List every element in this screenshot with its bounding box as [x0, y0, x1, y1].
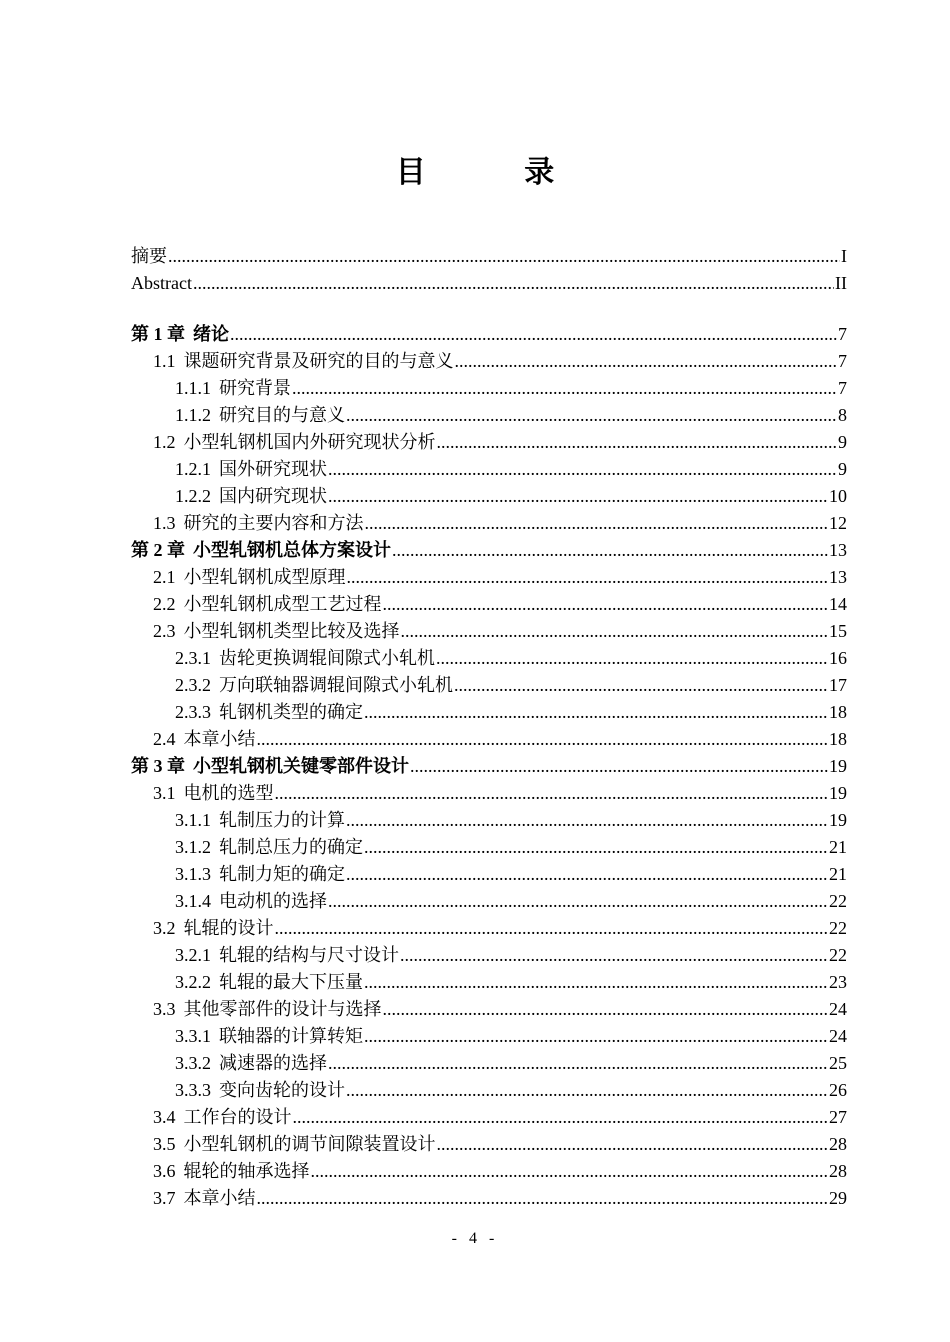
dot-leader [230, 321, 837, 348]
toc-entry-page: 27 [829, 1107, 847, 1127]
dot-leader [383, 591, 829, 618]
toc-entry[interactable] [131, 537, 847, 564]
toc-entry-number: 1.3 [153, 513, 176, 533]
toc-entry-page: 26 [829, 1080, 847, 1100]
toc-entry-number: 2.4 [153, 729, 176, 749]
table-of-contents [131, 243, 847, 1212]
dot-leader [364, 1023, 828, 1050]
toc-entry[interactable] [131, 348, 847, 375]
toc-entry-title: 联轴器的计算转矩 [219, 1026, 363, 1046]
toc-entry-number: 3.4 [153, 1107, 176, 1127]
toc-entry-title: 绪论 [193, 324, 229, 344]
toc-entry-number: 3.3 [153, 999, 176, 1019]
toc-entry[interactable] [131, 1185, 847, 1212]
toc-entry-title: 小型轧钢机国内外研究现状分析 [183, 432, 436, 452]
toc-entry[interactable] [131, 807, 847, 834]
dot-leader [347, 564, 829, 591]
toc-entry-page: II [835, 273, 847, 293]
toc-entry-title: 国内研究现状 [219, 486, 327, 506]
toc-entry-title: 轧辊的结构与尺寸设计 [219, 945, 399, 965]
toc-entry-page: 28 [829, 1161, 847, 1181]
dot-leader [400, 942, 828, 969]
toc-entry-number: 3.3.3 [175, 1080, 211, 1100]
toc-entry-title: 本章小结 [183, 729, 256, 749]
toc-entry[interactable] [131, 618, 847, 645]
toc-entry[interactable] [131, 270, 847, 297]
toc-entry-page: 28 [829, 1134, 847, 1154]
dot-leader [410, 753, 828, 780]
toc-entry-number: 2.3.3 [175, 702, 211, 722]
toc-entry-number: 第 2 章 [131, 540, 185, 560]
dot-leader [437, 429, 838, 456]
toc-entry-title: 国外研究现状 [219, 459, 327, 479]
toc-entry-title: 轧钢机类型的确定 [219, 702, 363, 722]
dot-leader [275, 780, 829, 807]
toc-entry[interactable] [131, 996, 847, 1023]
dot-leader [392, 537, 828, 564]
toc-entry[interactable] [131, 402, 847, 429]
dot-leader [293, 1104, 829, 1131]
toc-entry-title: 小型轧钢机的调节间隙装置设计 [183, 1134, 436, 1154]
toc-entry[interactable] [131, 243, 847, 270]
toc-entry-title: 变向齿轮的设计 [219, 1080, 345, 1100]
toc-entry-number: 2.3.1 [175, 648, 211, 668]
toc-entry-title: 小型轧钢机总体方案设计 [193, 540, 391, 560]
toc-entry-page: 10 [829, 486, 847, 506]
dot-leader [168, 243, 840, 270]
toc-entry-number: 3.2.2 [175, 972, 211, 992]
dot-leader [437, 1131, 829, 1158]
toc-entry-number: 3.6 [153, 1161, 176, 1181]
toc-entry[interactable] [131, 1158, 847, 1185]
dot-leader [328, 888, 828, 915]
dot-leader [364, 699, 828, 726]
toc-entry-page: 25 [829, 1053, 847, 1073]
toc-entry-page: 29 [829, 1188, 847, 1208]
toc-entry-title: 研究目的与意义 [219, 405, 345, 425]
toc-entry-number: 3.1.2 [175, 837, 211, 857]
toc-entry[interactable] [131, 645, 847, 672]
toc-entry-title: 轧辊的设计 [183, 918, 274, 938]
toc-entry-title: 万向联轴器调辊间隙式小轧机 [219, 675, 453, 695]
toc-entry-page: 24 [829, 999, 847, 1019]
toc-entry[interactable] [131, 969, 847, 996]
dot-leader [364, 969, 828, 996]
dot-leader [346, 861, 828, 888]
toc-entry-page: 14 [829, 594, 847, 614]
toc-entry[interactable] [131, 1104, 847, 1131]
toc-entry-number: 3.1.1 [175, 810, 211, 830]
dot-leader [311, 1158, 829, 1185]
dot-leader [275, 915, 829, 942]
toc-entry[interactable] [131, 888, 847, 915]
toc-entry-page: 18 [829, 729, 847, 749]
page-title: 目 录 [395, 155, 599, 190]
toc-entry-number: 1.1.2 [175, 405, 211, 425]
toc-entry-page: 22 [829, 945, 847, 965]
toc-entry-page: 22 [829, 891, 847, 911]
toc-entry-number: 2.2 [153, 594, 176, 614]
toc-entry[interactable] [131, 1131, 847, 1158]
dot-leader [455, 348, 838, 375]
toc-entry-title: 电机的选型 [183, 783, 274, 803]
toc-entry[interactable] [131, 564, 847, 591]
toc-entry-number: 第 3 章 [131, 756, 185, 776]
toc-entry-number: 1.1 [153, 351, 176, 371]
toc-entry-page: 9 [838, 432, 847, 452]
dot-leader [365, 510, 829, 537]
dot-leader [346, 1077, 828, 1104]
toc-entry-page: 24 [829, 1026, 847, 1046]
toc-entry[interactable] [131, 753, 847, 780]
toc-entry-page: 16 [829, 648, 847, 668]
toc-entry-number: 3.3.1 [175, 1026, 211, 1046]
toc-entry-number: 1.2.2 [175, 486, 211, 506]
dot-leader [454, 672, 828, 699]
toc-entry[interactable] [131, 915, 847, 942]
toc-entry-title: 减速器的选择 [219, 1053, 327, 1073]
toc-entry-title: Abstract [131, 273, 192, 293]
toc-entry-page: 8 [838, 405, 847, 425]
dot-leader [346, 807, 828, 834]
toc-entry[interactable] [131, 375, 847, 402]
toc-entry-title: 轧制总压力的确定 [219, 837, 363, 857]
toc-entry[interactable] [131, 591, 847, 618]
toc-entry-page: 13 [829, 540, 847, 560]
toc-entry[interactable] [131, 942, 847, 969]
toc-entry-page: 23 [829, 972, 847, 992]
toc-entry[interactable] [131, 1050, 847, 1077]
toc-entry-title: 小型轧钢机类型比较及选择 [183, 621, 400, 641]
toc-entry-number: 3.7 [153, 1188, 176, 1208]
toc-entry-title: 轧制力矩的确定 [219, 864, 345, 884]
toc-entry-number: 3.1.3 [175, 864, 211, 884]
toc-entry[interactable] [131, 672, 847, 699]
dot-leader [193, 270, 834, 297]
toc-entry[interactable] [131, 834, 847, 861]
toc-entry-page: 19 [829, 756, 847, 776]
toc-entry[interactable] [131, 456, 847, 483]
dot-leader [401, 618, 829, 645]
toc-entry[interactable] [131, 483, 847, 510]
toc-entry-number: 3.1 [153, 783, 176, 803]
toc-entry-page: 17 [829, 675, 847, 695]
toc-entry-title: 小型轧钢机成型工艺过程 [183, 594, 382, 614]
toc-entry-title: 辊轮的轴承选择 [183, 1161, 310, 1181]
toc-entry-title: 其他零部件的设计与选择 [183, 999, 382, 1019]
dot-leader [346, 402, 837, 429]
toc-entry[interactable] [131, 1077, 847, 1104]
toc-entry-number: 2.3 [153, 621, 176, 641]
dot-leader [257, 726, 829, 753]
toc-entry-number: 2.3.2 [175, 675, 211, 695]
dot-leader [383, 996, 829, 1023]
toc-entry-page: 13 [829, 567, 847, 587]
toc-entry-page: 9 [838, 459, 847, 479]
toc-entry-page: 7 [838, 378, 847, 398]
dot-leader [328, 1050, 828, 1077]
toc-entry-number: 3.1.4 [175, 891, 211, 911]
toc-entry-title: 电动机的选择 [219, 891, 327, 911]
toc-entry-page: 15 [829, 621, 847, 641]
toc-entry-page: 12 [829, 513, 847, 533]
toc-entry-page: 19 [829, 783, 847, 803]
toc-entry-title: 轧制压力的计算 [219, 810, 345, 830]
toc-entry[interactable] [131, 726, 847, 753]
toc-entry[interactable] [131, 699, 847, 726]
toc-entry-number: 1.2 [153, 432, 176, 452]
dot-leader [292, 375, 837, 402]
toc-entry[interactable] [131, 510, 847, 537]
dot-leader [328, 456, 837, 483]
toc-entry-page: 19 [829, 810, 847, 830]
toc-entry-number: 3.3.2 [175, 1053, 211, 1073]
toc-entry-page: 18 [829, 702, 847, 722]
toc-entry-number: 3.5 [153, 1134, 176, 1154]
page-number: - 4 - [451, 1230, 499, 1247]
toc-entry-title: 课题研究背景及研究的目的与意义 [183, 351, 454, 371]
toc-entry-title: 工作台的设计 [183, 1107, 292, 1127]
toc-entry-title: 研究背景 [219, 378, 291, 398]
toc-entry-title: 小型轧钢机成型原理 [183, 567, 346, 587]
toc-entry-page: I [841, 246, 847, 266]
toc-entry[interactable] [131, 861, 847, 888]
dot-leader [328, 483, 828, 510]
toc-entry[interactable] [131, 429, 847, 456]
toc-entry-number: 1.1.1 [175, 378, 211, 398]
toc-entry-page: 22 [829, 918, 847, 938]
toc-entry-number: 3.2 [153, 918, 176, 938]
toc-entry-page: 21 [829, 837, 847, 857]
toc-entry-page: 7 [838, 351, 847, 371]
toc-entry-title: 摘要 [131, 246, 167, 266]
toc-entry-title: 本章小结 [183, 1188, 256, 1208]
toc-entry-number: 2.1 [153, 567, 176, 587]
toc-entry-title: 研究的主要内容和方法 [183, 513, 364, 533]
toc-entry[interactable] [131, 1023, 847, 1050]
dot-leader [257, 1185, 829, 1212]
toc-entry[interactable] [131, 780, 847, 807]
toc-entry[interactable] [131, 321, 847, 348]
toc-entry-number: 3.2.1 [175, 945, 211, 965]
toc-entry-number: 1.2.1 [175, 459, 211, 479]
dot-leader [436, 645, 828, 672]
toc-entry-title: 轧辊的最大下压量 [219, 972, 363, 992]
toc-entry-number: 第 1 章 [131, 324, 185, 344]
toc-entry-title: 齿轮更换调辊间隙式小轧机 [219, 648, 435, 668]
toc-entry-page: 7 [838, 324, 847, 344]
toc-entry-page: 21 [829, 864, 847, 884]
toc-entry-title: 小型轧钢机关键零部件设计 [193, 756, 409, 776]
dot-leader [364, 834, 828, 861]
